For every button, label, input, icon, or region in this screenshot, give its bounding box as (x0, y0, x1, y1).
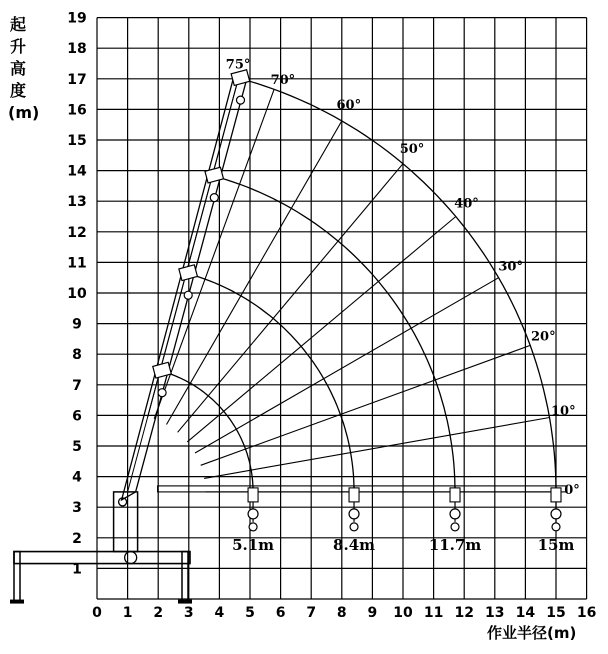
boom-radius-label: 15m (537, 536, 575, 555)
outrigger-beam (14, 552, 190, 564)
x-tick-label: 1 (122, 605, 133, 621)
reach-arc (212, 176, 455, 492)
angle-label: 60° (336, 97, 362, 113)
angle-label: 40° (454, 196, 479, 212)
hook-block (184, 291, 192, 299)
x-tick-label: 11 (423, 605, 444, 621)
y-tick-label: 9 (72, 316, 82, 333)
angle-label: 30° (498, 259, 523, 275)
x-tick-label: 12 (454, 605, 474, 621)
hook-ball (450, 509, 460, 519)
angle-label: 70° (270, 73, 296, 89)
y-tick-label: 6 (72, 408, 82, 425)
axis-ticks (67, 11, 596, 621)
y-tick-label: 5 (72, 439, 82, 455)
hook-ball (551, 509, 561, 519)
x-tick-label: 13 (485, 605, 505, 621)
hook-eye (249, 523, 257, 531)
angle-label: 10° (551, 404, 576, 420)
angle-label: 50° (399, 142, 425, 157)
x-tick-label: 5 (245, 605, 255, 621)
x-tick-label: 4 (214, 605, 225, 621)
y-tick-label: 14 (67, 163, 87, 180)
reach-arc (186, 273, 354, 492)
outrigger-pad-left (10, 600, 24, 604)
hook-sheave (248, 488, 258, 502)
hook-sheave (551, 488, 561, 502)
boom-section-head (153, 362, 172, 378)
y-tick-label: 7 (72, 377, 82, 394)
x-tick-label: 0 (92, 605, 102, 621)
hooks (248, 486, 561, 531)
y-tick-label: 17 (67, 71, 87, 88)
turret (114, 492, 138, 552)
hook-ball (248, 509, 258, 519)
hook-sheave (349, 488, 359, 502)
angle-label: 75° (225, 57, 251, 73)
x-tick-label: 8 (336, 605, 347, 621)
x-tick-label: 15 (546, 605, 566, 621)
x-tick-label: 10 (393, 605, 413, 621)
y-tick-label: 11 (67, 255, 87, 272)
outrigger-pad-right (178, 600, 192, 604)
x-tick-label: 9 (367, 605, 378, 621)
y-tick-label: 2 (72, 530, 82, 547)
hook-eye (552, 523, 560, 531)
y-tick-label: 13 (67, 194, 87, 211)
hook-block (158, 389, 166, 397)
boom-radius-label: 8.4m (333, 536, 376, 555)
slew-gear (125, 552, 137, 564)
y-tick-label: 15 (67, 133, 87, 149)
angle-ray (195, 278, 499, 453)
boom-section-head (179, 265, 198, 281)
reach-arc (160, 371, 253, 492)
angle-ray (178, 164, 403, 433)
boom-radius-label: 5.1m (232, 536, 275, 555)
y-tick-label: 3 (72, 500, 82, 517)
x-tick-label: 14 (515, 605, 536, 621)
y-tick-label: 19 (67, 10, 87, 27)
outrigger-leg-left (14, 552, 20, 602)
hook-block (237, 96, 245, 104)
y-tick-label: 4 (72, 469, 82, 486)
y-tick-label: 10 (67, 286, 87, 302)
x-tick-label: 16 (576, 605, 597, 621)
hook-sheave (450, 488, 460, 502)
x-axis-label: 作业半径(m) (487, 624, 577, 642)
x-tick-label: 6 (275, 605, 286, 621)
hook-block (210, 194, 218, 202)
truck-base (10, 492, 192, 604)
x-tick-label: 3 (183, 605, 194, 621)
hook-ball (349, 509, 359, 519)
hook-eye (350, 523, 358, 531)
y-tick-label: 1 (72, 561, 82, 578)
y-axis-label-text: 起升高度(m) (8, 15, 40, 122)
angle-ray (204, 418, 549, 479)
y-tick-label: 18 (67, 41, 87, 58)
boom-radius-label: 11.7m (428, 536, 482, 555)
angle-ray (187, 217, 456, 442)
hook-eye (451, 523, 459, 531)
y-tick-label: 16 (67, 102, 87, 119)
x-tick-label: 2 (153, 605, 164, 621)
angle-ray (154, 89, 274, 419)
angle-label: 20° (531, 329, 556, 345)
boom-outline (122, 74, 247, 500)
angle-label: 0° (564, 482, 580, 498)
x-tick-label: 7 (306, 605, 317, 621)
y-tick-label: 8 (72, 347, 82, 364)
outrigger-leg-right (182, 552, 188, 602)
y-tick-label: 12 (67, 224, 87, 241)
boom-section-head (205, 167, 224, 183)
